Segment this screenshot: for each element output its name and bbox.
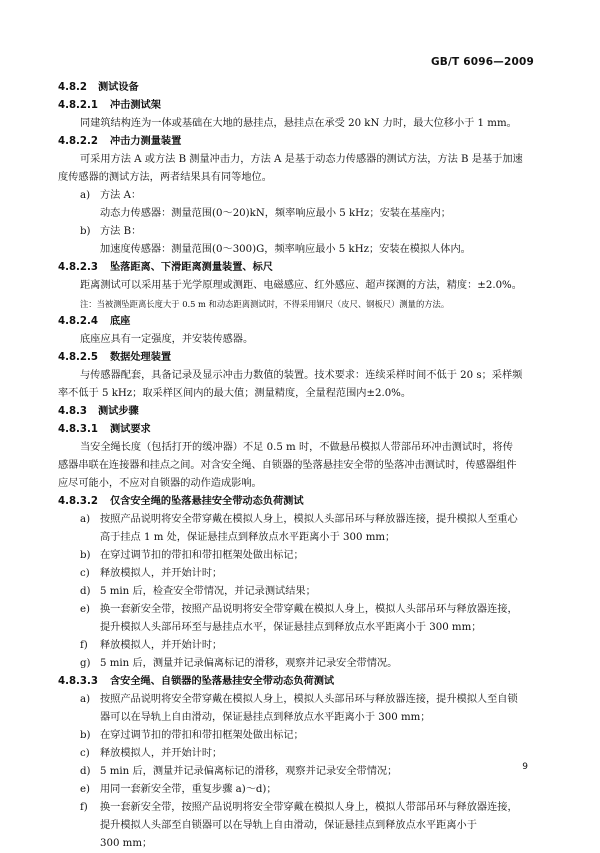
list-marker: a) xyxy=(80,190,91,201)
list-item xyxy=(58,565,528,583)
list-item-text: 在穿过调节扣的带扣和带扣框架处做出标记； xyxy=(100,550,304,561)
section-number: 4.8.3.1 xyxy=(58,424,98,435)
paragraph-line: 感器串联在连接器和挂点之间。对含安全绳、自锁器的坠落悬挂安全带的坠落冲击测试时，传感器组件 xyxy=(58,460,517,471)
list-item-text: 释放模拟人，并开始计时； xyxy=(100,640,223,651)
list-marker: d) xyxy=(80,586,91,597)
list-marker: c) xyxy=(80,748,90,759)
list-item-text: 按照产品说明将安全带穿戴在模拟人身上，模拟人头部吊环与释放器连接，提升模拟人至重心 xyxy=(100,514,518,525)
section-number: 4.8.2.5 xyxy=(58,352,98,363)
section-heading xyxy=(58,259,528,277)
list-item-text: 5 min 后，测量并记录偏离标记的滑移，观察并记录安全带情况； xyxy=(100,766,398,777)
list-marker: f) xyxy=(80,802,88,813)
list-item-text: 换一套新安全带，按照产品说明将安全带穿戴在模拟人身上，模拟人头部吊环与释放器连接， xyxy=(100,604,518,615)
section-heading xyxy=(58,349,528,367)
list-item xyxy=(58,547,528,565)
list-item-continuation: 加速度传感器：测量范围(0～300)G，频率响应最小 5 kHz；安装在模拟人体内。 xyxy=(100,244,471,255)
paragraph-line: 应尽可能小，不应对自锁器的动作造成影响。 xyxy=(58,478,262,489)
section-number: 4.8.2 xyxy=(58,82,88,93)
list-marker: d) xyxy=(80,766,91,777)
section-number: 4.8.2.3 xyxy=(58,262,98,273)
section-title: 测试步骤 xyxy=(98,406,139,417)
list-item-text: 方法 A： xyxy=(100,190,142,201)
list-item-text: 用同一套新安全带，重复步骤 a)～d)； xyxy=(100,784,277,795)
paragraph-line: 度传感器的测试方法，两者结果具有同等地位。 xyxy=(58,172,272,183)
list-item-continuation: 提升模拟人头部至自锁器可以在导轨上自由滑动，保证悬挂点到释放点水平距离小于 xyxy=(100,820,477,831)
list-item xyxy=(58,583,528,601)
section-heading xyxy=(58,79,528,97)
list-marker: b) xyxy=(80,730,91,741)
section-heading xyxy=(58,313,528,331)
note-text: 注：当被测坠距离长度大于 0.5 m 和动态距离测试时，不得采用钢尺（皮尺、钢板尺）测量的方法。 xyxy=(80,299,450,309)
paragraph-line: 当安全绳长度（包括打开的缓冲器）不足 0.5 m 时，不做悬吊模拟人带部吊环冲击测试时，将传 xyxy=(80,442,513,453)
section-title: 坠落距离、下滑距离测量装置、标尺 xyxy=(110,262,273,273)
section-heading xyxy=(58,421,528,439)
section-number: 4.8.3 xyxy=(58,406,88,417)
paragraph-line: 与传感器配套，具备记录及显示冲击力数值的装置。技术要求：连续采样时间不低于 20 s；采样频 xyxy=(80,370,523,381)
list-item-text: 释放模拟人，并开始计时； xyxy=(100,748,223,759)
section-number: 4.8.3.2 xyxy=(58,496,98,507)
list-item-text: 释放模拟人，并开始计时； xyxy=(100,568,223,579)
section-number: 4.8.3.3 xyxy=(58,676,98,687)
list-item-text: 按照产品说明将安全带穿戴在模拟人身上，模拟人头部吊环与释放器连接，提升模拟人至自锁 xyxy=(100,694,518,705)
paragraph-line: 同建筑结构连为一体或基础在大地的悬挂点，悬挂点在承受 20 kN 力时，最大位移小于 1 mm。 xyxy=(80,118,517,129)
list-item xyxy=(58,799,528,817)
list-item xyxy=(58,601,528,619)
section-title: 冲击测试架 xyxy=(110,100,161,111)
list-marker: e) xyxy=(80,784,91,795)
section-number: 4.8.2.2 xyxy=(58,136,98,147)
list-item-text: 方法 B： xyxy=(100,226,142,237)
section-title: 数据处理装置 xyxy=(110,352,172,363)
section-heading xyxy=(58,403,528,421)
section-title: 测试设备 xyxy=(98,82,139,93)
list-marker: g) xyxy=(80,658,91,669)
list-marker: c) xyxy=(80,568,90,579)
list-marker: b) xyxy=(80,226,91,237)
page-number: 9 xyxy=(522,762,528,772)
section-title: 底座 xyxy=(110,316,131,327)
list-item xyxy=(58,187,528,205)
list-item-continuation: 器可以在导轨上自由滑动，保证悬挂点到释放点水平距离小于 300 mm； xyxy=(100,712,431,723)
list-item-text: 5 min 后，检查安全带情况，并记录测试结果； xyxy=(100,586,316,597)
list-item xyxy=(58,745,528,763)
paragraph-line: 率不低于 5 kHz；取采样区间内的最大值；测量精度，全量程范围内±2.0%。 xyxy=(58,388,412,399)
section-title: 冲击力测量装置 xyxy=(110,136,182,147)
list-item-text: 换一套新安全带，按照产品说明将安全带穿戴在模拟人身上，模拟人带部吊环与释放器连接， xyxy=(100,802,518,813)
paragraph-line: 底座应具有一定强度，并安装传感器。 xyxy=(80,334,254,345)
paragraph-line: 距离测试可以采用基于光学原理或测距、电磁感应、红外感应、超声探测的方法，精度：±2.0%。 xyxy=(80,280,522,291)
list-item-continuation: 动态力传感器：测量范围(0～20)kN，频率响应最小 5 kHz；安装在基座内； xyxy=(100,208,451,219)
standard-code: GB/T 6096—2009 xyxy=(430,56,534,68)
list-item xyxy=(58,223,528,241)
section-heading xyxy=(58,673,528,691)
list-marker: e) xyxy=(80,604,91,615)
section-title: 含安全绳、自锁器的坠落悬挂安全带动态负荷测试 xyxy=(110,676,335,687)
section-number: 4.8.2.1 xyxy=(58,100,98,111)
section-heading xyxy=(58,97,528,115)
list-item xyxy=(58,655,528,673)
list-item-text: 5 min 后，测量并记录偏离标记的滑移，观察并记录安全带情况。 xyxy=(100,658,398,669)
document-body xyxy=(58,79,528,853)
list-item xyxy=(58,691,528,709)
list-item xyxy=(58,727,528,745)
section-number: 4.8.2.4 xyxy=(58,316,98,327)
list-item-text: 在穿过调节扣的带扣和带扣框架处做出标记； xyxy=(100,730,304,741)
section-heading xyxy=(58,493,528,511)
list-marker: b) xyxy=(80,550,91,561)
list-item xyxy=(58,637,528,655)
paragraph-line: 可采用方法 A 或方法 B 测量冲击力，方法 A 是基于动态力传感器的测试方法，方法 B 是基于加速 xyxy=(80,154,523,165)
list-item-continuation: 提升模拟人头部吊环至与悬挂点水平，保证悬挂点到释放点水平距离小于 300 mm； xyxy=(100,622,482,633)
list-item-continuation: 高于挂点 1 m 处，保证悬挂点到释放点水平距离小于 300 mm； xyxy=(100,532,396,543)
list-item xyxy=(58,511,528,529)
list-item xyxy=(58,763,528,781)
section-title: 测试要求 xyxy=(110,424,151,435)
section-heading xyxy=(58,133,528,151)
list-item-continuation: 300 mm； xyxy=(100,838,153,849)
section-title: 仅含安全绳的坠落悬挂安全带动态负荷测试 xyxy=(110,496,304,507)
list-marker: a) xyxy=(80,694,91,705)
list-item xyxy=(58,781,528,799)
list-marker: a) xyxy=(80,514,91,525)
list-marker: f) xyxy=(80,640,88,651)
